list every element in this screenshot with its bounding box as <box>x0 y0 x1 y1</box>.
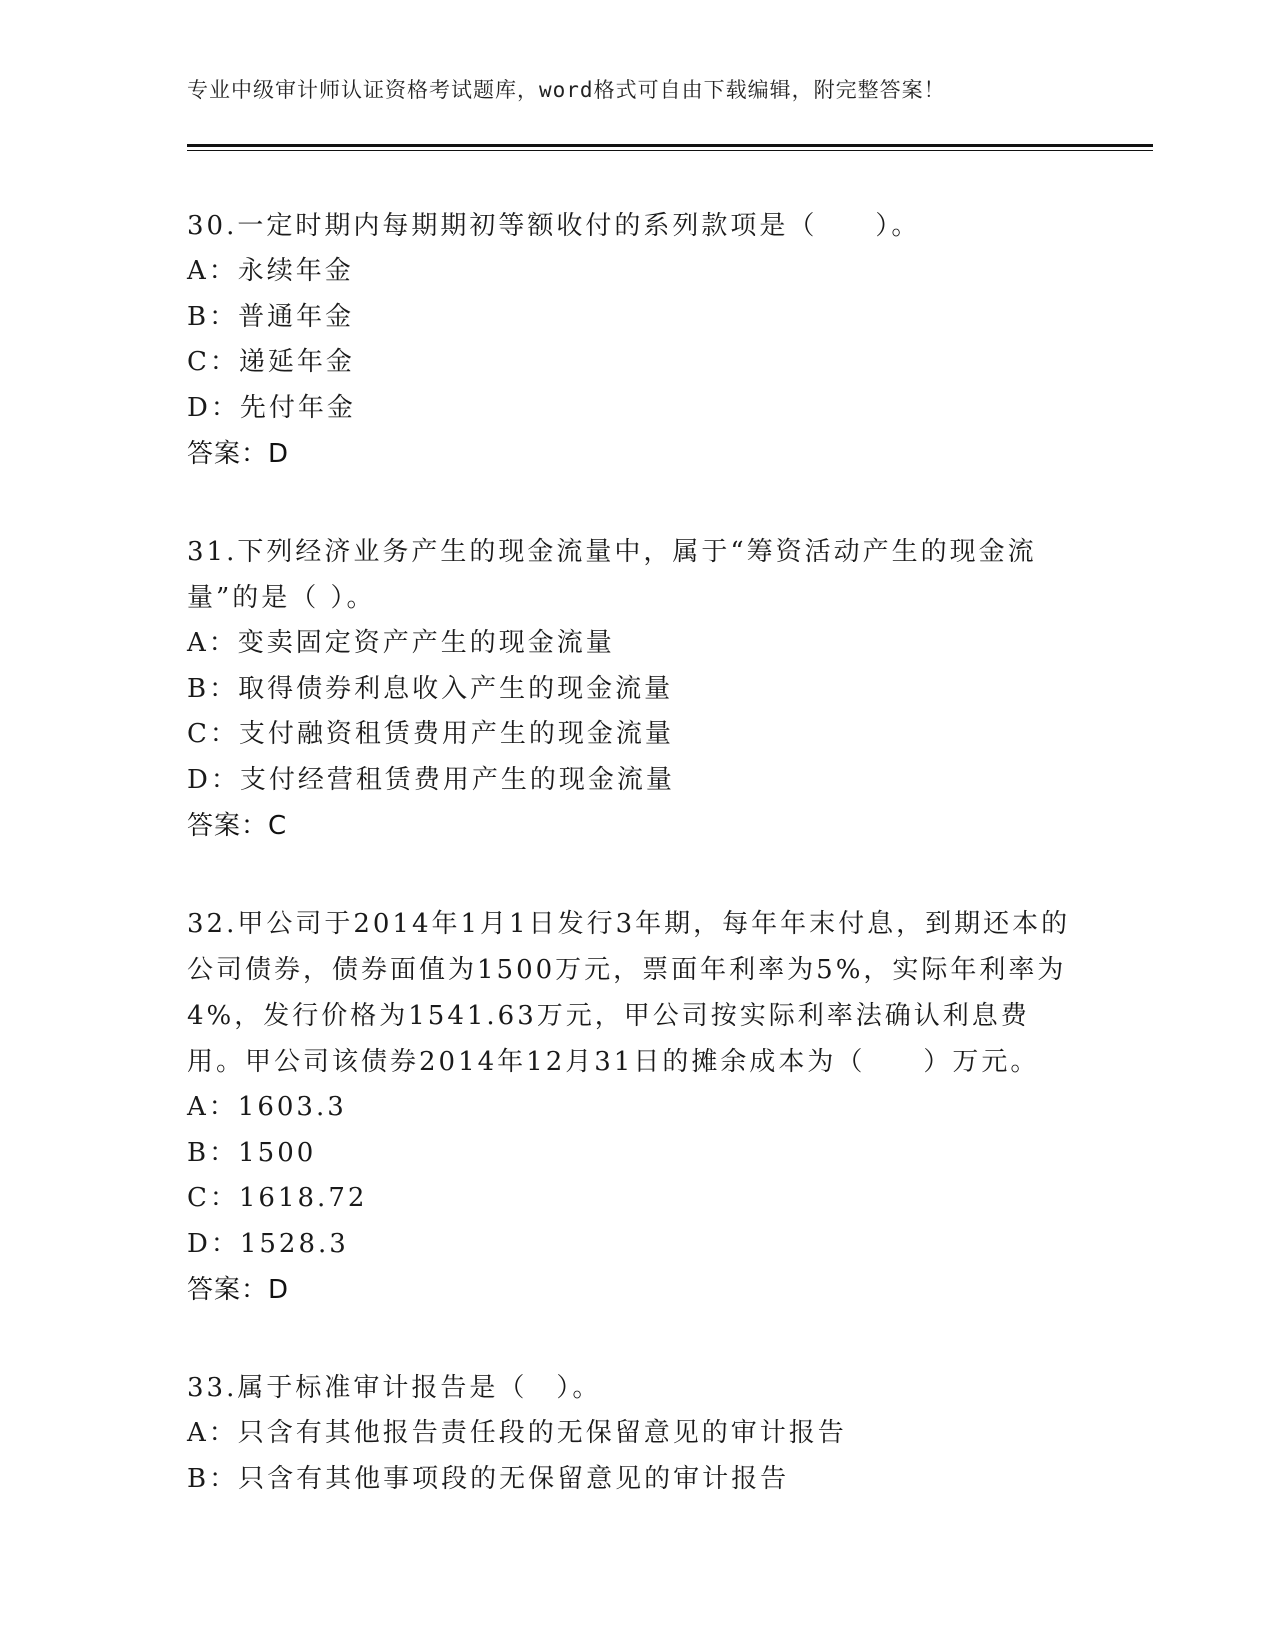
question-32 <box>187 901 1087 1313</box>
option-c: C：支付融资租赁费用产生的现金流量 <box>187 719 674 749</box>
option-a: A：永续年金 <box>187 256 354 286</box>
question-33 <box>187 1365 1087 1502</box>
option-d: D：支付经营租赁费用产生的现金流量 <box>187 764 675 795</box>
header-divider-thick <box>187 144 1153 147</box>
question-stem: 30.一定时期内每期期初等额收付的系列款项是（ ）。 <box>187 211 921 241</box>
option-b: B：1500 <box>187 1137 317 1168</box>
question-stem: 33.属于标准审计报告是（ ）。 <box>187 1373 602 1403</box>
question-30 <box>187 203 1087 477</box>
option-b: B：取得债券利息收入产生的现金流量 <box>187 673 674 704</box>
option-a: A：1603.3 <box>187 1092 347 1122</box>
question-stem: 32.甲公司于2014年1月1日发行3年期，每年年末付息，到期还本的公司债券，债券面值为1500万元，票面年利率为5%，实际年利率为4%，发行价格为1541.63万元，甲公司按实际利率法确认利息费用。甲公司该债券2014年12月31日的摊余成本为（ ）万元。 <box>187 909 1071 1077</box>
question-stem: 31.下列经济业务产生的现金流量中，属于“筹资活动产生的现金流量”的是（ ）。 <box>187 537 1037 613</box>
page-header: 专业中级审计师认证资格考试题库，word格式可自由下载编辑，附完整答案！ <box>187 78 946 102</box>
question-list <box>187 203 1087 1554</box>
option-b: B：普通年金 <box>187 301 355 332</box>
option-d: D：1528.3 <box>187 1228 349 1259</box>
answer: 答案：D <box>187 1275 290 1305</box>
option-c: C：1618.72 <box>187 1183 368 1213</box>
answer: 答案：C <box>187 811 288 841</box>
header-divider-thin <box>187 150 1153 151</box>
option-a: A：只含有其他报告责任段的无保留意见的审计报告 <box>187 1418 847 1448</box>
answer: 答案：D <box>187 439 290 469</box>
option-a: A：变卖固定资产产生的现金流量 <box>187 628 615 658</box>
question-31 <box>187 529 1087 849</box>
option-d: D：先付年金 <box>187 392 356 423</box>
option-c: C：递延年金 <box>187 347 355 377</box>
option-b: B：只含有其他事项段的无保留意见的审计报告 <box>187 1463 790 1494</box>
